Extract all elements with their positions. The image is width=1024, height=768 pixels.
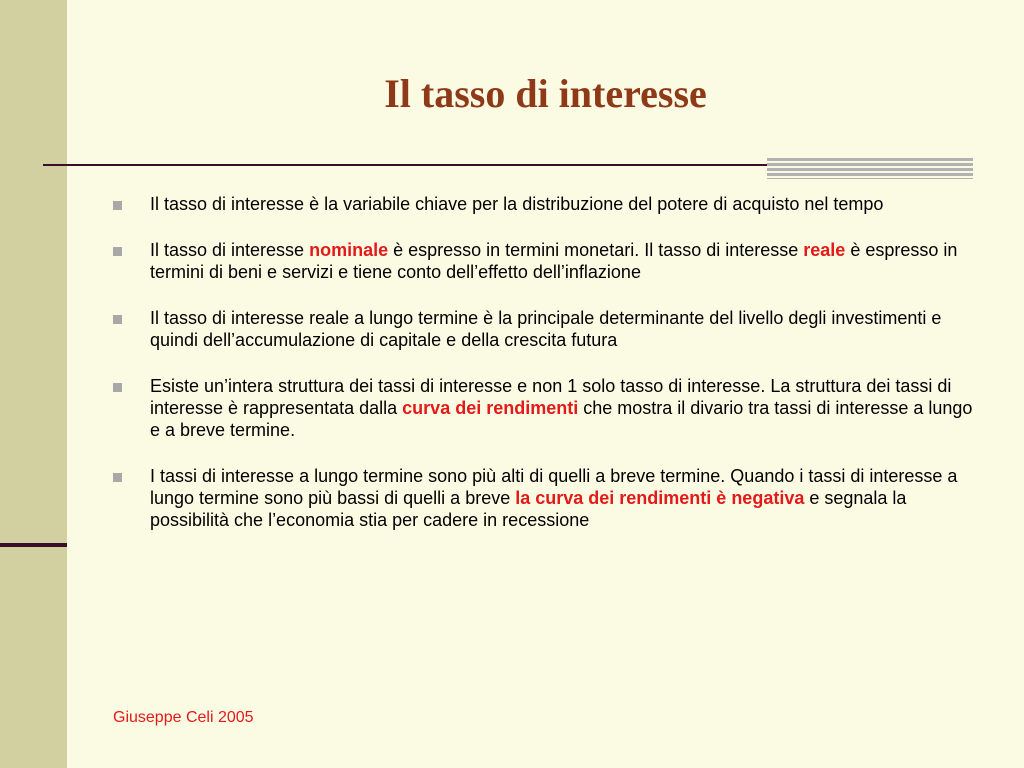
bullet-text: e segnala la possibilità che l’economia stia per cadere in recessione (150, 488, 907, 530)
highlighted-term: curva dei rendimenti (402, 398, 579, 418)
title-divider-accent (767, 158, 973, 179)
left-sidebar (0, 0, 67, 768)
square-bullet-icon (113, 201, 122, 210)
bullet-text: è espresso in termini di beni e servizi e tiene conto dell’effetto dell’inflazione (150, 240, 958, 282)
slide-footer: Giuseppe Celi 2005 (113, 709, 254, 726)
bullet-text: Il tasso di interesse (150, 240, 310, 260)
highlighted-term: reale (803, 240, 846, 260)
bullet-item (113, 465, 973, 531)
bullet-list (113, 193, 973, 555)
highlighted-term: la curva dei rendimenti è negativa (515, 488, 805, 508)
bullet-item (113, 307, 973, 351)
bullet-text: Il tasso di interesse reale a lungo termine è la principale determinante del livello degli investimenti e quindi dell’accumulazione di capitale e della crescita futura (150, 308, 942, 350)
bullet-text: è espresso in termini monetari. Il tasso di interesse (388, 240, 804, 260)
square-bullet-icon (113, 315, 122, 324)
bullet-text: I tassi di interesse a lungo termine sono più alti di quelli a breve termine. Quando i tassi di interesse a lungo termine sono più bassi di quelli a breve (150, 466, 958, 508)
slide-title: Il tasso di interesse (384, 71, 707, 116)
square-bullet-icon (113, 383, 122, 392)
bullet-item (113, 239, 973, 283)
bullet-text: Il tasso di interesse è la variabile chiave per la distribuzione del potere di acquisto nel tempo (150, 194, 884, 214)
bullet-item (113, 375, 973, 441)
bullet-text: Esiste un’intera struttura dei tassi di interesse e non 1 solo tasso di interesse. La struttura dei tassi di interesse è rappresentata dalla (150, 376, 952, 418)
square-bullet-icon (113, 473, 122, 482)
sidebar-rule (0, 543, 67, 547)
highlighted-term: nominale (309, 240, 389, 260)
bullet-text: che mostra il divario tra tassi di interesse a lungo e a breve termine. (150, 398, 973, 440)
bullet-item (113, 193, 973, 215)
square-bullet-icon (113, 247, 122, 256)
